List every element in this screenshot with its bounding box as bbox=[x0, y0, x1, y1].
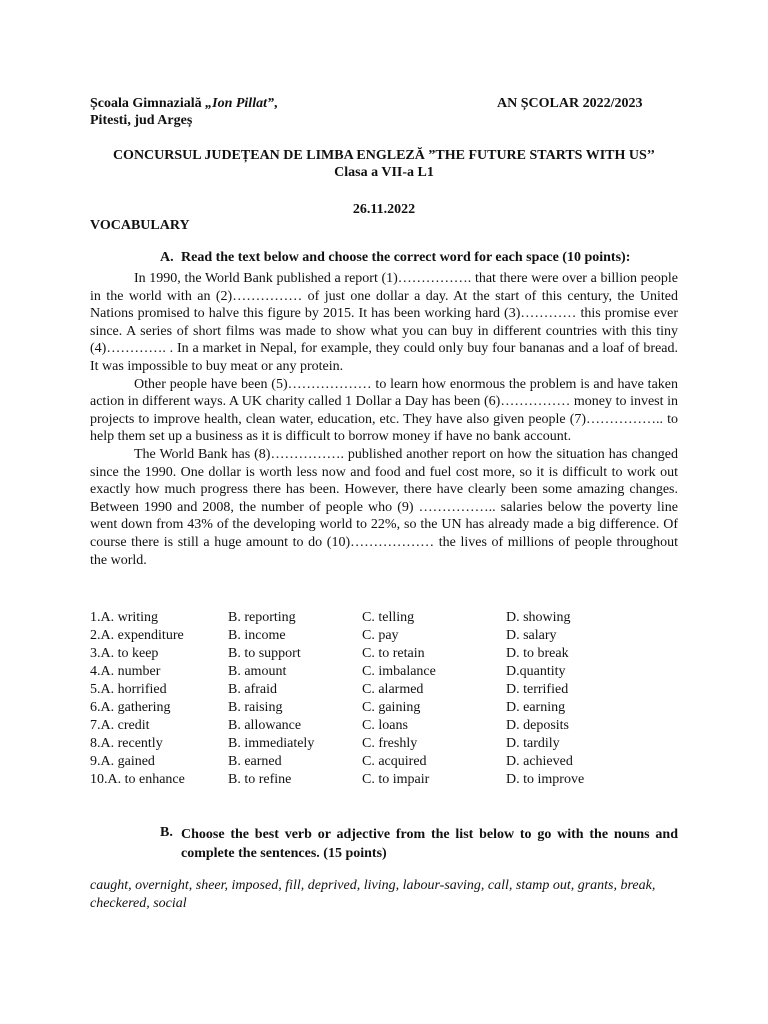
school-name-line bbox=[90, 96, 277, 112]
option-b: B. allowance bbox=[228, 718, 302, 733]
option-d: D. terrified bbox=[506, 682, 569, 697]
school-year: AN ȘCOLAR 2022/2023 bbox=[497, 96, 643, 111]
school-suffix: , bbox=[273, 96, 278, 111]
option-d: D. to improve bbox=[506, 772, 585, 787]
option-row bbox=[90, 700, 690, 718]
option-row bbox=[90, 754, 690, 772]
contest-date: 26.11.2022 bbox=[352, 202, 416, 217]
option-b: B. to refine bbox=[228, 772, 292, 787]
option-c: C. loans bbox=[362, 718, 408, 733]
part-a-instruction: Read the text below and choose the correct word for each space (10 points): bbox=[181, 250, 631, 265]
option-b: B. amount bbox=[228, 664, 287, 679]
option-row bbox=[90, 610, 690, 628]
option-a: 1.A. writing bbox=[90, 610, 159, 625]
option-c: C. pay bbox=[362, 628, 399, 643]
option-row bbox=[90, 772, 690, 790]
school-location: Pitesti, jud Argeș bbox=[90, 113, 193, 128]
option-row bbox=[90, 628, 690, 646]
passage-paragraph: The World Bank has (8)……………. published another report on how the situation has changed since the 1990. One dollar is worth less now and food and fuel cost more, so it is difficult to work out exactly how much progress there has been. However, there have clearly been some amazing changes. Between 1990 and 2008, the number of people who (9) …………….. salaries below the poverty line went down from 43% of the developing world to 22%, so the UN has already made a big difference. Of course there is still a huge amount to do (10)……………… the lives of millions of people throughout the world. bbox=[90, 446, 678, 568]
option-d: D. deposits bbox=[506, 718, 569, 733]
option-a: 5.A. horrified bbox=[90, 682, 167, 697]
option-b: B. afraid bbox=[228, 682, 277, 697]
option-b: B. to support bbox=[228, 646, 301, 661]
option-d: D. showing bbox=[506, 610, 571, 625]
option-row bbox=[90, 736, 690, 754]
option-row bbox=[90, 718, 690, 736]
option-row bbox=[90, 664, 690, 682]
option-c: C. imbalance bbox=[362, 664, 436, 679]
option-c: C. acquired bbox=[362, 754, 427, 769]
word-list: caught, overnight, sheer, imposed, fill, deprived, living, labour-saving, call, stamp out, grants, break, checkered, social bbox=[90, 878, 656, 911]
option-b: B. reporting bbox=[228, 610, 296, 625]
option-d: D. tardily bbox=[506, 736, 560, 751]
option-d: D. salary bbox=[506, 628, 557, 643]
passage-paragraph: Other people have been (5)……………… to learn how enormous the problem is and have taken action in different ways. A UK charity called 1 Dollar a Day has been (6)…………… money to invest in projects to improve health, clean water, education, etc. They have also given people (7)…………….. to help them set up a business as it is difficult to borrow money if have no bank account. bbox=[90, 376, 678, 445]
contest-title: CONCURSUL JUDEȚEAN DE LIMBA ENGLEZĂ ”THE FUTURE STARTS WITH US’’ bbox=[112, 148, 656, 163]
option-c: C. telling bbox=[362, 610, 415, 625]
option-d: D. to break bbox=[506, 646, 569, 661]
school-name: „Ion Pillat” bbox=[205, 96, 274, 111]
option-b: B. immediately bbox=[228, 736, 315, 751]
part-a-label: A. bbox=[160, 250, 174, 265]
option-d: D. earning bbox=[506, 700, 566, 715]
part-b-instruction: Choose the best verb or adjective from the list below to go with the nouns and complete the sentences. (15 points) bbox=[181, 827, 678, 861]
option-b: B. income bbox=[228, 628, 286, 643]
option-row bbox=[90, 646, 690, 664]
option-a: 8.A. recently bbox=[90, 736, 163, 751]
option-b: B. raising bbox=[228, 700, 283, 715]
option-c: C. freshly bbox=[362, 736, 418, 751]
option-a: 7.A. credit bbox=[90, 718, 150, 733]
part-b-label: B. bbox=[160, 825, 173, 840]
option-row bbox=[90, 682, 690, 700]
option-a: 4.A. number bbox=[90, 664, 161, 679]
passage-paragraph: In 1990, the World Bank published a report (1)……………. that there were over a billion people in the world with an (2)…………… of just one dollar a day. At the start of this century, the United Nations promised to halve this figure by 2015. It has been working hard (3)………… this promise ever since. A series of short films was made to show what you can buy in different countries with this tiny (4)…………. . In a market in Nepal, for example, they could only buy four bananas and a loaf of bread. It was impossible to buy meat or any protein. bbox=[90, 271, 678, 374]
option-b: B. earned bbox=[228, 754, 282, 769]
option-a: 10.A. to enhance bbox=[90, 772, 185, 787]
contest-class: Clasa a VII-a L1 bbox=[334, 165, 434, 180]
school-prefix: Școala Gimnazială bbox=[90, 96, 206, 111]
option-a: 9.A. gained bbox=[90, 754, 155, 769]
option-d: D. achieved bbox=[506, 754, 573, 769]
option-c: C. gaining bbox=[362, 700, 421, 715]
reading-passage bbox=[90, 270, 678, 569]
option-d: D.quantity bbox=[506, 664, 566, 679]
option-c: C. alarmed bbox=[362, 682, 424, 697]
option-a: 2.A. expenditure bbox=[90, 628, 184, 643]
option-a: 3.A. to keep bbox=[90, 646, 159, 661]
option-a: 6.A. gathering bbox=[90, 700, 171, 715]
section-heading: VOCABULARY bbox=[90, 218, 190, 233]
option-c: C. to retain bbox=[362, 646, 425, 661]
option-c: C. to impair bbox=[362, 772, 430, 787]
